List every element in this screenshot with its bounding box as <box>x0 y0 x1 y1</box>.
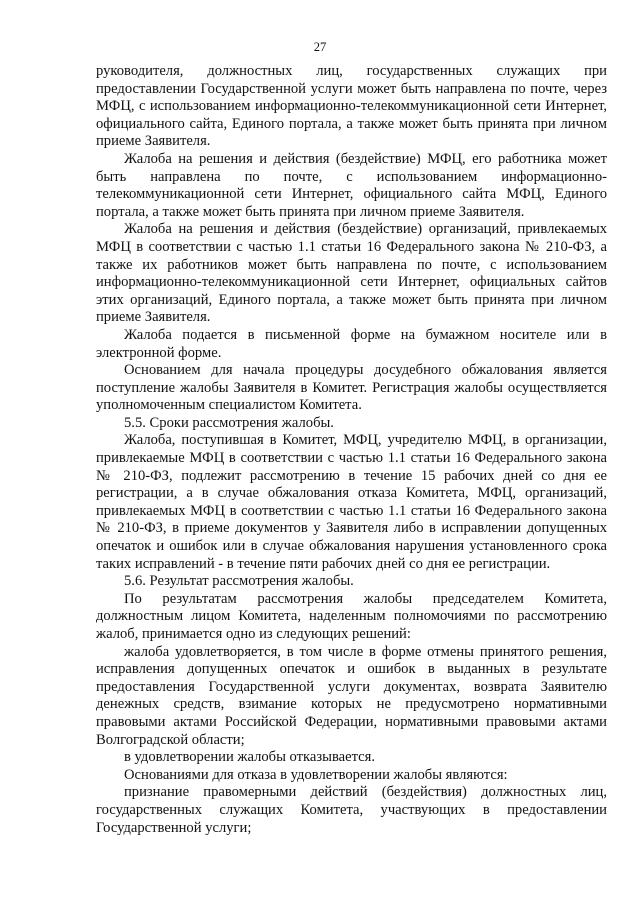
body-text <box>96 63 607 837</box>
page-number: 27 <box>313 40 327 54</box>
paragraph: признание правомерными действий (бездействия) должностных лиц, государственных служащих Комитета, участвующих в предоставлении Государственной услуги; <box>96 784 607 836</box>
paragraph: Жалоба на решения и действия (бездействие) организаций, привлекаемых МФЦ в соответствии с частью 1.1 статьи 16 Федерального закона № 210-ФЗ, а также их работников может быть направлена по почте, с использованием информационно-телекоммуникационной сети Интернет, официальных сайтов этих организаций, Единого портала, а также может быть принята при личном приеме Заявителя. <box>96 221 607 326</box>
paragraph: в удовлетворении жалобы отказывается. <box>124 749 376 766</box>
paragraph: руководителя, должностных лиц, государственных служащих при предоставлении Государственной услуги может быть направлена по почте, через МФЦ, с использованием информационно-телекоммуникационной сети Интернет, официального сайта, Единого портала, а также может быть принята при личном приеме Заявителя. <box>96 63 607 150</box>
paragraph: Основанием для начала процедуры досудебного обжалования является поступление жалобы Заявителя в Комитет. Регистрация жалобы осуществляется уполномоченным специалистом Комитета. <box>96 362 607 414</box>
paragraph: По результатам рассмотрения жалобы председателем Комитета, должностным лицом Комитета, наделенным полномочиями по рассмотрению жалоб, принимается одно из следующих решений: <box>96 590 607 642</box>
paragraph: Жалоба на решения и действия (бездействие) МФЦ, его работника может быть направлена по почте, с использованием информационно-телекоммуникационной сети Интернет, официального сайта МФЦ, Единого портала, а также может быть принята при личном приеме Заявителя. <box>96 150 607 220</box>
paragraph: жалоба удовлетворяется, в том числе в форме отмены принятого решения, исправления допущенных опечаток и ошибок в выданных в результате предоставления Государственной услуги документах, возврата Заявителю денежных средств, взимание которых не предусмотрено нормативными правовыми актами Российской Федерации, нормативными правовыми актами Волгоградской области; <box>96 643 607 748</box>
paragraph: Основаниями для отказа в удовлетворении жалобы являются: <box>124 766 508 783</box>
section-heading: 5.6. Результат рассмотрения жалобы. <box>124 573 354 590</box>
paragraph: Жалоба подается в письменной форме на бумажном носителе или в электронной форме. <box>96 326 607 361</box>
section-heading: 5.5. Сроки рассмотрения жалобы. <box>124 414 334 431</box>
paragraph: Жалоба, поступившая в Комитет, МФЦ, учредителю МФЦ, в организации, привлекаемые МФЦ в соответствии с частью 1.1 статьи 16 Федерального закона № 210-ФЗ, подлежит рассмотрению в течение 15 рабочих дней со дня ее регистрации, а в случае обжалования отказа Комитета, МФЦ, организаций, привлекаемых МФЦ в соответствии с частью 1.1 статьи 16 Федерального закона № 210-ФЗ, в приеме документов у Заявителя либо в исправлении допущенных опечаток и ошибок или в случае обжалования нарушения установленного срока таких исправлений - в течение пяти рабочих дней со дня ее регистрации. <box>96 432 607 572</box>
